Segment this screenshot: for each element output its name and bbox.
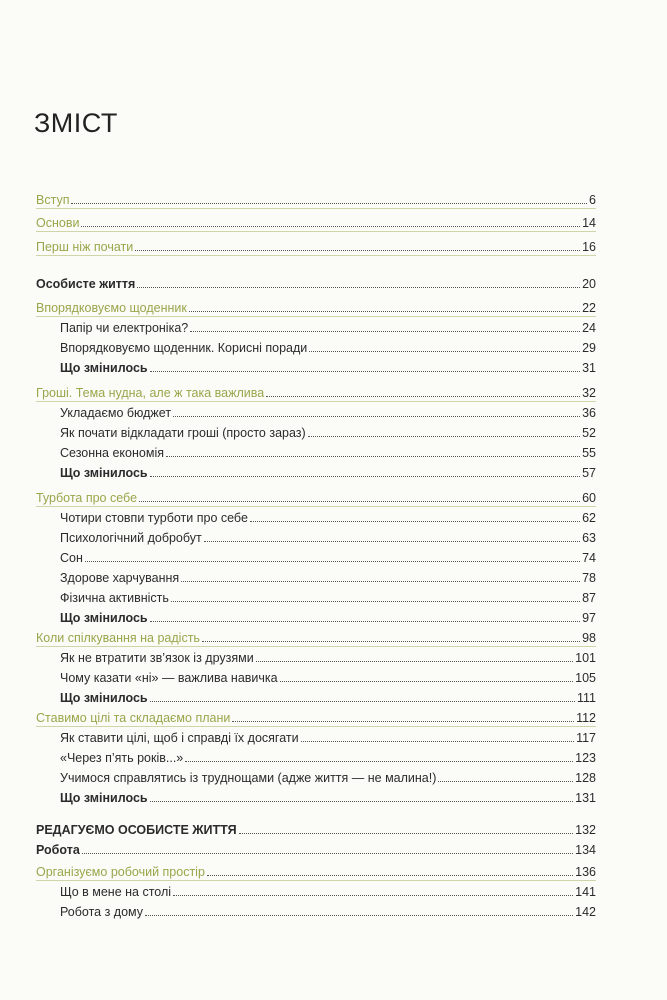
toc-page-number: 131 (575, 791, 596, 805)
toc-page-number: 62 (582, 511, 596, 525)
toc-page-number: 112 (576, 711, 596, 725)
toc-entry-title: Впорядковуємо щоденник. Корисні поради (60, 341, 308, 355)
toc-entry-title: Впорядковуємо щоденник (36, 301, 187, 315)
toc-entry-title: Що змінилось (60, 466, 148, 480)
toc-leader-dots (150, 620, 581, 622)
toc-page-number: 20 (582, 277, 596, 291)
toc-entry-title: Робота з дому (60, 905, 144, 919)
toc-entry[interactable] (36, 628, 596, 646)
toc-leader-dots (189, 310, 580, 312)
toc-entry[interactable] (60, 668, 596, 686)
toc-entry[interactable] (60, 902, 596, 920)
toc-entry-title: Як почати відкладати гроші (просто зараз) (60, 426, 306, 440)
toc-page-number: 105 (575, 671, 596, 685)
toc-entry[interactable] (60, 463, 596, 481)
toc-page-number: 29 (582, 341, 596, 355)
toc-page-number: 98 (582, 631, 596, 645)
toc-page-number: 97 (582, 611, 596, 625)
toc-entry[interactable] (60, 568, 596, 586)
toc-page-number: 111 (576, 691, 596, 705)
toc-page-number: 14 (582, 216, 596, 230)
toc-entry-title: Як не втратити зв’язок із друзями (60, 651, 254, 665)
toc-leader-dots (202, 640, 580, 642)
toc-page-number: 52 (582, 426, 596, 440)
toc-leader-dots (280, 680, 574, 682)
section-divider (36, 646, 596, 647)
section-divider (36, 880, 596, 881)
toc-entry-title: Особисте життя (36, 277, 136, 291)
toc-page-number: 128 (575, 771, 596, 785)
toc-leader-dots (204, 540, 580, 542)
toc-entry[interactable] (36, 820, 596, 838)
toc-entry-title: Коли спілкування на радість (36, 631, 200, 645)
toc-entry[interactable] (60, 358, 596, 376)
toc-leader-dots (145, 914, 573, 916)
toc-entry[interactable] (36, 840, 596, 858)
toc-page-number: 16 (582, 240, 596, 254)
section-divider (36, 231, 596, 232)
toc-entry[interactable] (60, 443, 596, 461)
toc-entry-title: Гроші. Тема нудна, але ж така важлива (36, 386, 265, 400)
toc-page-number: 31 (582, 361, 596, 375)
toc-leader-dots (171, 600, 580, 602)
toc-entry-title: Чотири стовпи турботи про себе (60, 511, 248, 525)
toc-entry-title: Що змінилось (60, 361, 148, 375)
section-divider (36, 316, 596, 317)
toc-entry[interactable] (60, 882, 596, 900)
toc-entry-title: Що в мене на столі (60, 885, 172, 899)
toc-entry-title: РЕДАГУЄМО ОСОБИСТЕ ЖИТТЯ (36, 823, 237, 837)
toc-entry-title: Укладаємо бюджет (60, 406, 172, 420)
toc-leader-dots (135, 249, 580, 251)
toc-entry-title: Сон (60, 551, 83, 565)
toc-page-number: 63 (582, 531, 596, 545)
toc-leader-dots (185, 760, 573, 762)
toc-entry[interactable] (60, 548, 596, 566)
toc-page-number: 74 (582, 551, 596, 565)
toc-page-number: 60 (582, 491, 596, 505)
toc-leader-dots (137, 286, 580, 288)
toc-page-number: 117 (576, 731, 596, 745)
section-divider (36, 255, 596, 256)
toc-leader-dots (150, 800, 574, 802)
toc-leader-dots (301, 740, 574, 742)
toc-leader-dots (266, 395, 580, 397)
toc-leader-dots (438, 780, 573, 782)
toc-entry-title: Робота (36, 843, 80, 857)
toc-leader-dots (190, 330, 580, 332)
toc-leader-dots (85, 560, 580, 562)
toc-entry[interactable] (36, 488, 596, 506)
toc-page-number: 136 (575, 865, 596, 879)
toc-entry-title: Чому казати «ні» — важлива навичка (60, 671, 278, 685)
toc-leader-dots (139, 500, 580, 502)
section-divider (36, 506, 596, 507)
toc-entry[interactable] (60, 528, 596, 546)
toc-entry-title: Турбота про себе (36, 491, 138, 505)
toc-page-number: 6 (589, 193, 596, 207)
toc-page-number: 141 (575, 885, 596, 899)
toc-leader-dots (181, 580, 580, 582)
toc-leader-dots (71, 202, 587, 204)
section-divider (36, 401, 596, 402)
toc-entry-title: Фізична активність (60, 591, 169, 605)
section-divider (36, 208, 596, 209)
toc-entry-title: Перш ніж почати (36, 240, 134, 254)
toc-entry[interactable] (36, 708, 596, 726)
toc-leader-dots (150, 370, 581, 372)
toc-entry-title: Основи (36, 216, 80, 230)
toc-entry[interactable] (60, 318, 596, 336)
toc-entry[interactable] (60, 788, 596, 806)
toc-leader-dots (232, 720, 574, 722)
toc-entry-title: Здорове харчування (60, 571, 180, 585)
toc-page-number: 36 (582, 406, 596, 420)
toc-leader-dots (173, 415, 580, 417)
toc-leader-dots (239, 832, 574, 834)
section-divider (36, 726, 596, 727)
toc-entry[interactable] (36, 383, 596, 401)
toc-page-number: 132 (575, 823, 596, 837)
toc-entry[interactable] (60, 728, 596, 746)
toc-page-number: 87 (582, 591, 596, 605)
toc-entry-title: Ставимо цілі та складаємо плани (36, 711, 231, 725)
toc-page-number: 55 (582, 446, 596, 460)
toc-leader-dots (309, 350, 580, 352)
toc-entry[interactable] (60, 403, 596, 421)
toc-page-number: 24 (582, 321, 596, 335)
toc-leader-dots (150, 475, 581, 477)
toc-entry[interactable] (60, 588, 596, 606)
page-title: ЗМІСТ (34, 108, 118, 138)
toc-page-number: 142 (575, 905, 596, 919)
toc-entry[interactable] (60, 608, 596, 626)
toc-leader-dots (256, 660, 573, 662)
toc-entry-title: Учимося справлятись із труднощами (адже життя — не малина!) (60, 771, 437, 785)
toc-page-number: 101 (575, 651, 596, 665)
toc-page-number: 78 (582, 571, 596, 585)
toc-entry-title: Що змінилось (60, 791, 148, 805)
toc-entry-title: Психологічний добробут (60, 531, 202, 545)
toc-entry-title: «Через п’ять років...» (60, 751, 184, 765)
toc-entry-title: Як ставити цілі, щоб і справді їх досягати (60, 731, 299, 745)
toc-entry[interactable] (36, 190, 596, 208)
toc-leader-dots (308, 435, 580, 437)
toc-page-number: 22 (582, 301, 596, 315)
toc-entry-title: Що змінилось (60, 691, 148, 705)
toc-leader-dots (166, 455, 580, 457)
toc-entry[interactable] (60, 423, 596, 441)
toc-entry[interactable] (60, 508, 596, 526)
toc-entry-title: Організуємо робочий простір (36, 865, 205, 879)
toc-leader-dots (250, 520, 580, 522)
toc-entry[interactable] (36, 213, 596, 231)
toc-entry[interactable] (36, 298, 596, 316)
toc-leader-dots (150, 700, 575, 702)
toc-entry-title: Що змінилось (60, 611, 148, 625)
toc-entry-title: Вступ (36, 193, 70, 207)
toc-entry[interactable] (60, 688, 596, 706)
toc-leader-dots (173, 894, 573, 896)
toc-leader-dots (82, 852, 573, 854)
toc-entry[interactable] (60, 338, 596, 356)
toc-entry[interactable] (60, 648, 596, 666)
toc-entry-title: Папір чи електроніка? (60, 321, 189, 335)
toc-leader-dots (207, 874, 573, 876)
toc-leader-dots (81, 225, 580, 227)
toc-page-number: 123 (575, 751, 596, 765)
toc-entry-title: Сезонна економія (60, 446, 164, 460)
toc-page-number: 32 (582, 386, 596, 400)
toc-entry[interactable] (36, 862, 596, 880)
toc-entry[interactable] (60, 768, 596, 786)
toc-page-number: 57 (582, 466, 596, 480)
toc-page-number: 134 (575, 843, 596, 857)
toc-entry[interactable] (36, 237, 596, 255)
toc-entry[interactable] (60, 748, 596, 766)
toc-entry[interactable] (36, 274, 596, 292)
